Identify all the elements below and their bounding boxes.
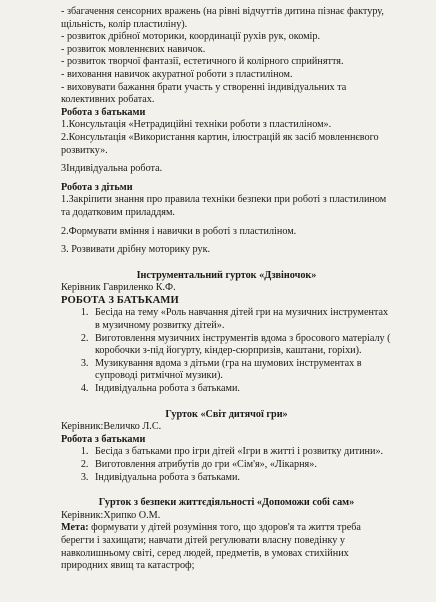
section-title: Інструментальний гурток «Дзвіночок» <box>136 269 317 281</box>
leader-line: Керівник:Хрипко О.М. <box>61 509 161 521</box>
bullet-3: - розвиток мовленнєвих навичок. <box>61 43 206 55</box>
list-item: 4. Індивідуальна робота з батьками. <box>91 383 392 396</box>
goal-paragraph <box>61 522 392 572</box>
leader-line: Керівник:Величко Л.С. <box>61 421 162 433</box>
parents-heading: Робота з батьками <box>61 106 146 118</box>
parents-work-heading: Робота з батьками <box>61 433 146 445</box>
goal-label: Мета: <box>61 522 89 534</box>
children-item-1: 1.Закріпити знання про правила техніки безпеки при роботі з пластилином та додатковим приладдям. <box>61 194 387 218</box>
list-item: 3. Музикування вдома з дітьми (гра на шумових інструментах в супроводі ритмічної музики). <box>91 358 392 383</box>
bullet-4: - розвиток творчої фантазії, естетичного й колірного сприйняття. <box>61 56 344 68</box>
section-safety-circle <box>61 497 392 573</box>
parents-item-1: 1.Консультація «Нетрадиційні техніки роботи з пластиліном». <box>61 119 332 131</box>
list-item: 2. Виготовлення атрибутів до гри «Сім'я», «Лікарня». <box>91 459 392 472</box>
section-title: Гурток «Світ дитячої гри» <box>165 408 288 420</box>
parents-item-2: 2.Консультація «Використання картин, ілюстрацій як засіб мовленнєвого розвитку». <box>61 131 379 156</box>
section-instrumental-circle <box>61 270 392 396</box>
parents-work-list <box>61 307 392 395</box>
list-item: 2. Виготовлення музичних інструментів вдома з бросового матеріалу ( коробочки з-під йогурту, кіндер-сюрпризів, каштани, горіхи). <box>91 333 392 358</box>
goal-text: формувати у дітей розуміння того, що здоров'я та життя треба берегти і захищати; навчати дітей регулювати власну поведінку у навколишньому світі, серед людей, предметів, в умовах стихійних природних явищ та катастроф; <box>61 522 361 572</box>
section-plasticine-goals <box>61 6 392 257</box>
leader-line: Керівник Гавриленко К.Ф. <box>61 282 176 294</box>
list-item: 1. Бесіда на тему «Роль навчання дітей гри на музичних інструментах в музичному розвитку дітей». <box>91 307 392 332</box>
bullet-1: - збагачення сенсорних вражень (на рівні відчуттів дитина пізнає фактуру, щільність, колір пластиліну). <box>61 6 384 30</box>
bullet-5: - виховання навичок акуратної роботи з пластиліном. <box>61 68 293 80</box>
list-item: 3. Індивідуальна робота з батьками. <box>91 472 392 485</box>
parents-item-3: 3Індивідуальна робота. <box>61 163 163 175</box>
parents-work-heading: РОБОТА З БАТЬКАМИ <box>61 294 179 306</box>
section-play-world-circle <box>61 409 392 485</box>
children-item-2: 2.Формувати вміння і навички в роботі з пластиліном. <box>61 225 297 237</box>
bullet-2: - розвиток дрібної моторики, координації рухів рук, окомір. <box>61 31 321 43</box>
bullet-6: - виховувати бажання брати участь у створенні індивідуальних та колективних робатах. <box>61 81 347 106</box>
section-title: Гурток з безпеки життєдіяльності «Допоможи собі сам» <box>98 497 355 509</box>
children-heading: Робота з дітьми <box>61 181 133 193</box>
list-item: 1. Бесіда з батьками про ігри дітей «Ігри в житті і розвитку дитини». <box>91 446 392 459</box>
children-item-3: 3. Розвивати дрібну моторику рук. <box>61 244 211 256</box>
parents-work-list <box>61 446 392 484</box>
